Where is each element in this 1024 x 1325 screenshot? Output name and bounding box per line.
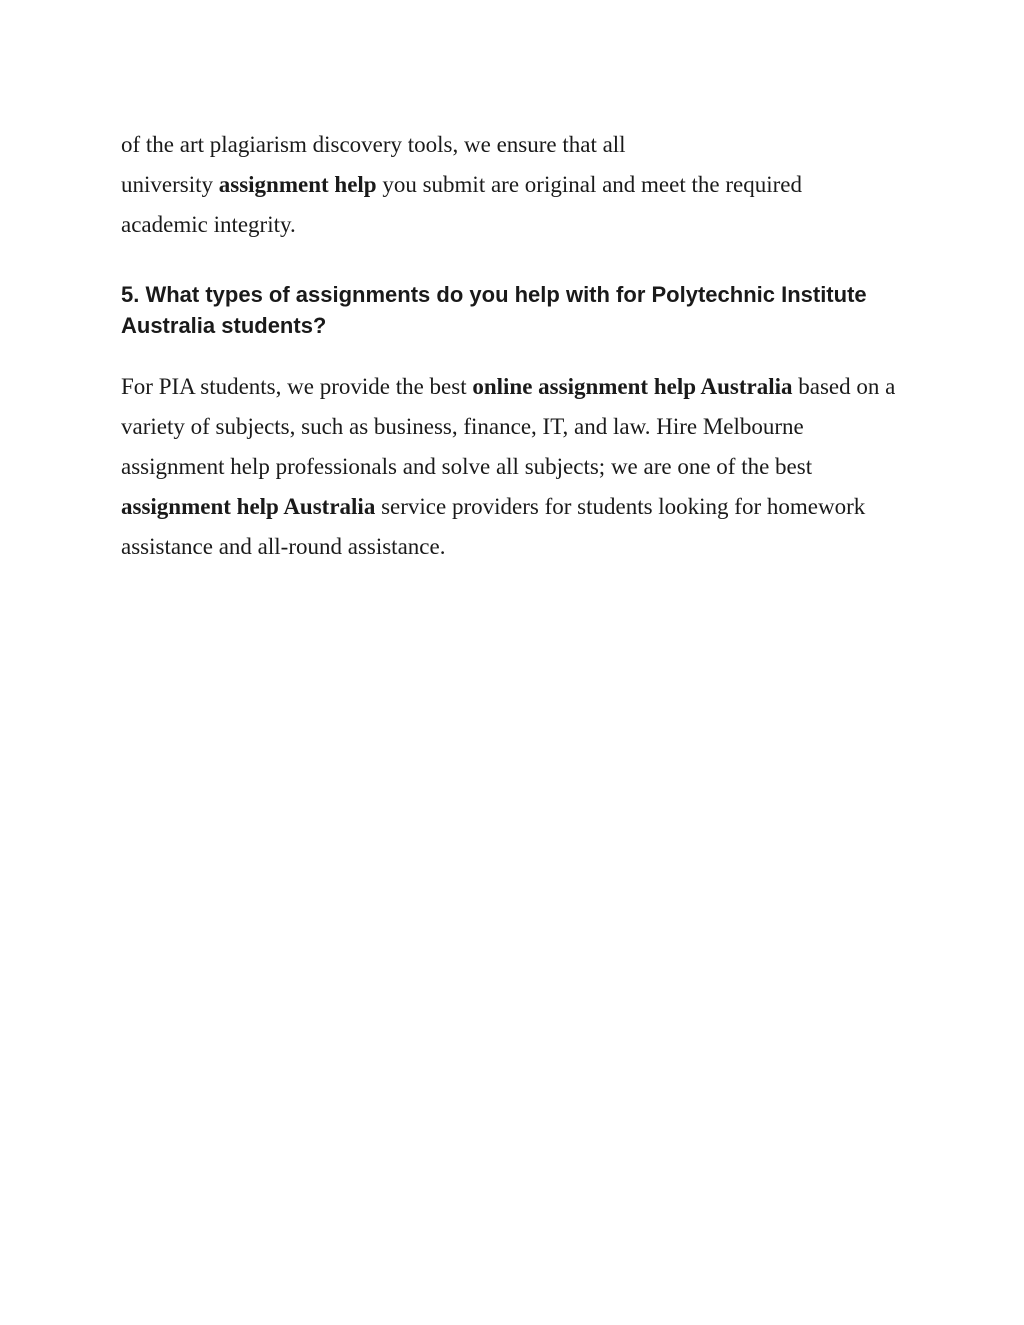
paragraph-plagiarism [121,125,881,245]
paragraph-text: university [121,172,219,197]
paragraph-pia-students [121,367,911,567]
paragraph-text: For PIA students, we provide the best [121,374,473,399]
paragraph-text: based on a variety of subjects, such as business, finance, IT, and law. Hire Melbourne assignment help professionals and solve all subjects; we are one of the best [121,374,896,479]
bold-phrase: assignment help Australia [121,494,376,519]
document-page [121,125,921,567]
section-heading: 5. What types of assignments do you help with for Polytechnic Institute Australia students? [121,282,867,338]
bold-phrase: assignment help [218,172,377,197]
paragraph-line: of the art plagiarism discovery tools, we ensure that all [121,132,626,157]
bold-phrase: online assignment help Australia [472,374,793,399]
paragraph-text: you submit are original and meet the required academic integrity. [121,172,802,237]
paragraph-text: service providers for students looking for homework assistance and all-round assistance. [121,494,866,559]
